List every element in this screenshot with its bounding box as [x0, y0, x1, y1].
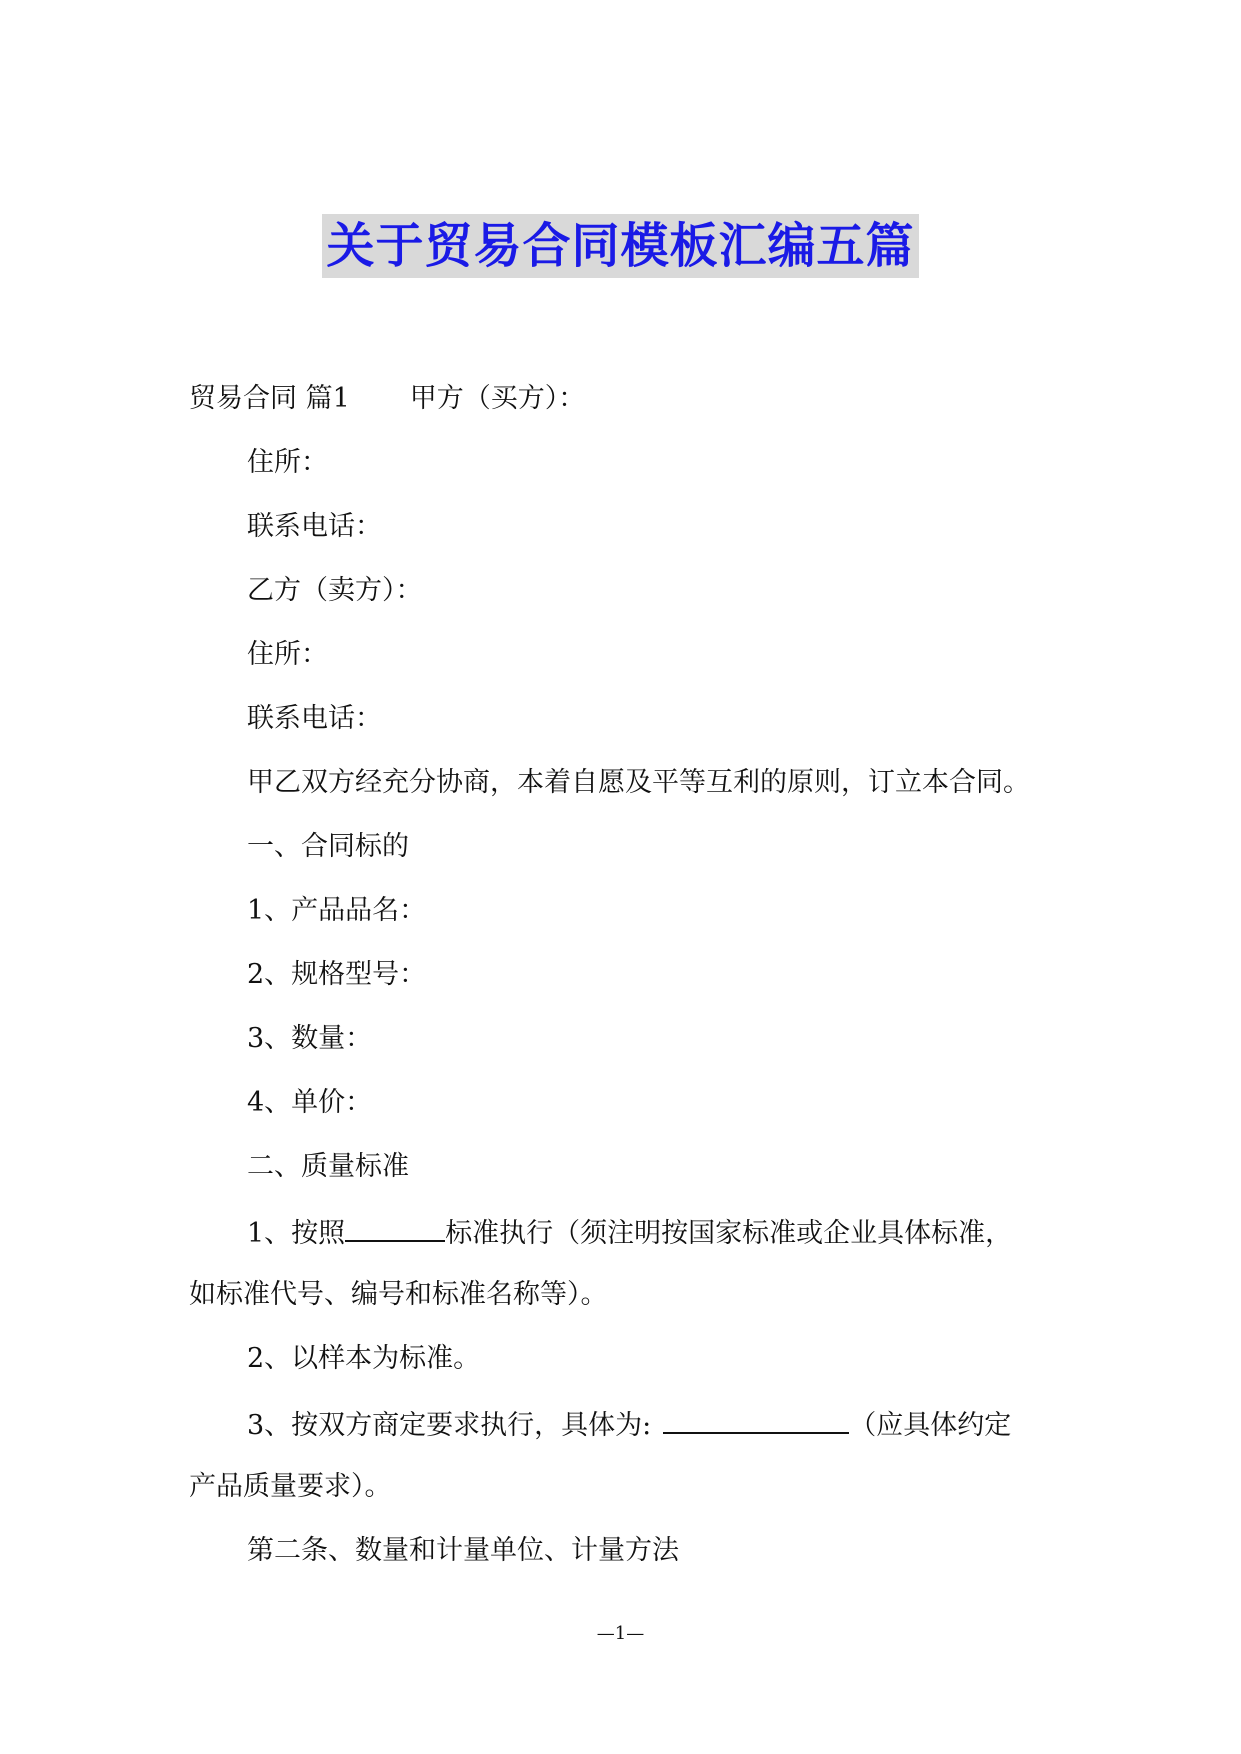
fill-blank-requirements — [663, 1404, 849, 1434]
preamble-paragraph: 甲乙双方经充分协商，本着自愿及平等互利的原则，订立本合同。 — [247, 767, 1030, 798]
party-b-address: 住所： — [247, 639, 328, 670]
party-a-address: 住所： — [247, 447, 328, 478]
article-2-heading: 第二条、数量和计量单位、计量方法 — [247, 1535, 679, 1566]
party-b-phone: 联系电话： — [247, 703, 382, 734]
quality-clause-1-continuation: 如标准代号、编号和标准名称等）。 — [189, 1279, 608, 1310]
section-heading-subject: 一、合同标的 — [247, 831, 409, 862]
page-number: —1— — [596, 1623, 645, 1644]
item-product-name: 1、产品品名： — [247, 895, 427, 926]
section-heading-quality: 二、质量标准 — [247, 1151, 409, 1182]
quality-clause-1 — [189, 1212, 1059, 1314]
quality-clause-3-suffix: （应具体约定 — [849, 1410, 1012, 1441]
quality-clause-3 — [189, 1404, 1059, 1506]
party-a-phone: 联系电话： — [247, 511, 382, 542]
party-b-label: 乙方（卖方）： — [247, 575, 423, 606]
contract-heading: 贸易合同 篇1 — [189, 383, 350, 414]
party-a-label: 甲方（买方）： — [409, 383, 586, 414]
quality-clause-3-prefix: 3、按双方商定要求执行，具体为: — [247, 1410, 652, 1441]
document-body — [189, 380, 1059, 1596]
title-container — [0, 214, 1241, 278]
item-unit-price: 4、单价： — [247, 1087, 373, 1118]
quality-clause-2: 2、以样本为标准。 — [247, 1343, 481, 1374]
fill-blank-standard — [345, 1212, 445, 1242]
item-spec-model: 2、规格型号： — [247, 959, 427, 990]
item-quantity: 3、数量： — [247, 1023, 373, 1054]
quality-clause-1-suffix: 标准执行（须注明按国家标准或企业具体标准， — [445, 1218, 1013, 1249]
quality-clause-3-continuation: 产品质量要求）。 — [189, 1471, 392, 1502]
document-title: 关于贸易合同模板汇编五篇 — [322, 214, 918, 278]
quality-clause-1-prefix: 1、按照 — [247, 1218, 346, 1249]
contract-header-line — [189, 380, 1059, 418]
